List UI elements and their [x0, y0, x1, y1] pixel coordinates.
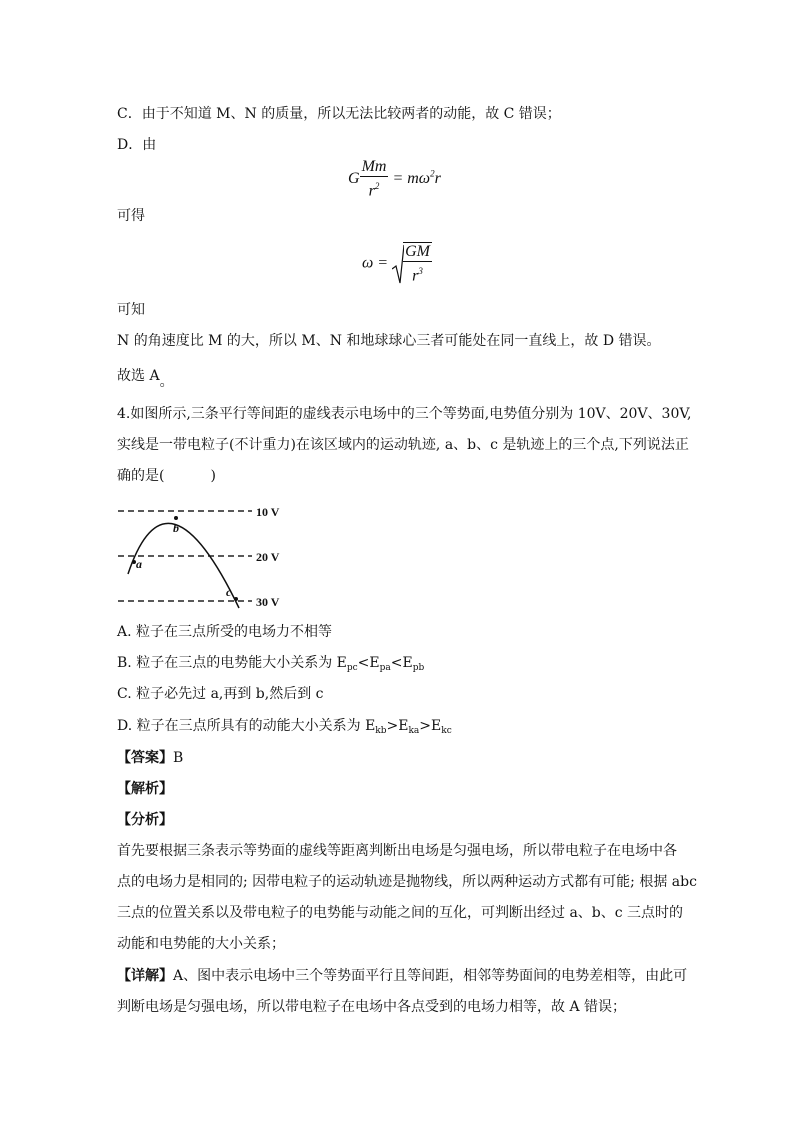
- equipotential-figure: [112, 496, 302, 618]
- detail-line-1: 【详解】A、图中表示电场中三个等势面平行且等间距，相邻等势面间的电势差相等，由此可: [117, 968, 688, 984]
- answer: 【答案】B: [117, 750, 184, 766]
- analysis-label: 【解析】: [117, 781, 173, 797]
- point-b-label: b: [173, 521, 179, 535]
- angular-velocity-equation: ω = $\frac{GM}{r^3}$: [362, 243, 430, 285]
- point-c-label: c: [226, 585, 232, 599]
- question-line-1: 4.如图所示,三条平行等间距的虚线表示电场中的三个等势面,电势值分别为 10V、20V、30V,: [117, 406, 692, 422]
- kezhi-text: 可知: [117, 302, 145, 318]
- choose-answer: 故选 A。: [117, 368, 174, 390]
- d-conclusion: N 的角速度比 M 的大，所以 M、N 和地球球心三者可能处在同一直线上，故 D 错误。: [117, 333, 661, 349]
- kede-text: 可得: [117, 208, 145, 224]
- question-line-2: 实线是一带电粒子(不计重力)在该区域内的运动轨迹, a、b、c 是轨迹上的三个点,下列说法正: [117, 437, 689, 453]
- option-c-previous: C．由于不知道 M、N 的质量，所以无法比较两者的动能，故 C 错误；: [117, 106, 561, 122]
- point-c: [234, 597, 238, 601]
- option-b: B. 粒子在三点的电势能大小关系为 $E_{pc}<E_{pa}<E_{pb}$: [117, 655, 425, 673]
- gravitation-equation: G $\frac{Mm}{r^2}$ = $m\omega^2r$: [348, 158, 441, 200]
- label-10v: 10 V: [256, 505, 280, 519]
- option-d: D. 粒子在三点所具有的动能大小关系为 $E_{kb}>E_{ka}>E_{kc}$: [117, 718, 452, 736]
- option-c: C. 粒子必先过 a,再到 b,然后到 c: [117, 686, 324, 702]
- question-line-3: 确的是( ): [117, 468, 216, 484]
- label-20v: 20 V: [256, 550, 280, 564]
- option-d-previous: D．由: [117, 137, 157, 153]
- fenxi-line-1: 首先要根据三条表示等势面的虚线等距离判断出电场是匀强电场，所以带电粒子在电场中各: [117, 843, 677, 859]
- particle-trajectory: [128, 523, 239, 608]
- fenxi-line-3: 三点的位置关系以及带电粒子的电势能与动能之间的互化，可判断出经过 a、b、c 三点时的: [117, 905, 684, 921]
- point-b: [174, 516, 178, 520]
- option-a: A. 粒子在三点所受的电场力不相等: [117, 624, 333, 640]
- fenxi-line-4: 动能和电势能的大小关系；: [117, 936, 285, 952]
- fenxi-line-2: 点的电场力是相同的; 因带电粒子的运动轨迹是抛物线，所以两种运动方式都有可能; 根据 abc: [117, 874, 697, 890]
- point-a-label: a: [136, 557, 142, 571]
- detail-line-2: 判断电场是匀强电场，所以带电粒子在电场中各点受到的电场力相等，故 A 错误；: [117, 999, 627, 1015]
- fenxi-label: 【分析】: [117, 812, 173, 828]
- label-30v: 30 V: [256, 595, 280, 609]
